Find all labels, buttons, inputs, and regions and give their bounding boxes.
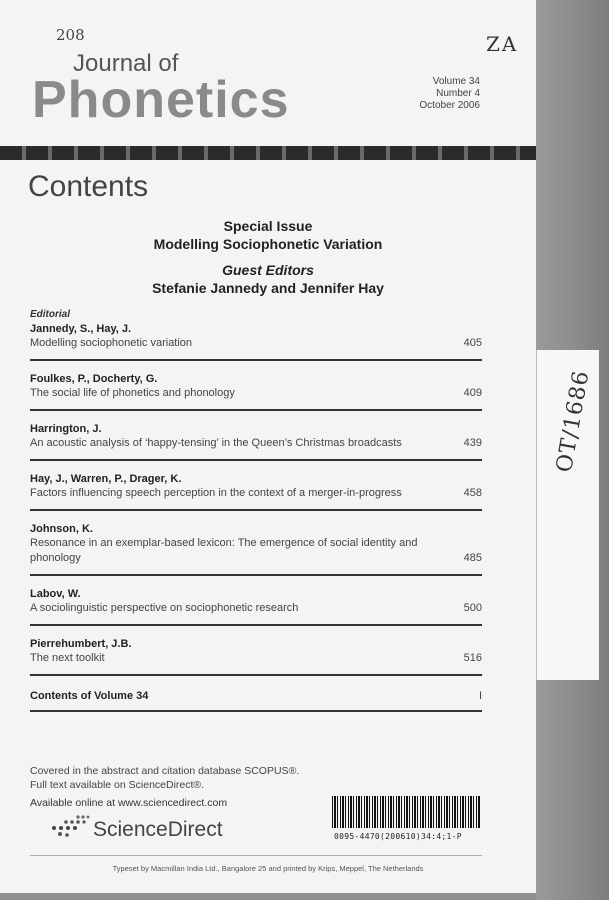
- toc-authors: Foulkes, P., Docherty, G.: [30, 373, 158, 385]
- date-label: October 2006: [419, 100, 480, 111]
- special-issue-theme: Modelling Sociophonetic Variation: [153, 236, 383, 252]
- toc-section-label: Editorial: [30, 309, 71, 320]
- toc-authors: Pierrehumbert, J.B.: [30, 638, 132, 650]
- toc-article-title: A sociolinguistic perspective on sociophonetic research: [30, 602, 299, 614]
- issue-info: [396, 76, 480, 112]
- toc-page-number: 516: [463, 652, 482, 664]
- table-of-contents: [30, 309, 482, 724]
- toc-page-number: 439: [463, 437, 482, 449]
- toc-authors: Jannedy, S., Hay, J.: [30, 323, 132, 335]
- toc-entry: [30, 588, 482, 626]
- toc-authors: Hay, J., Warren, P., Drager, K.: [30, 473, 182, 485]
- toc-entry: [30, 523, 482, 576]
- toc-article-title: The social life of phonetics and phonology: [30, 387, 235, 399]
- toc-entry: [30, 373, 482, 411]
- number-label: Number 4: [436, 88, 480, 99]
- toc-page-number: 409: [463, 387, 482, 399]
- contents-heading: Contents: [28, 170, 149, 203]
- toc-page-number: 458: [463, 487, 482, 499]
- toc-volume-contents: Contents of Volume 34: [30, 690, 149, 702]
- footer-divider: [30, 855, 482, 856]
- sciencedirect-dots-icon: [48, 814, 90, 840]
- toc-entry: [30, 688, 482, 712]
- toc-entry: [30, 423, 482, 461]
- volume-label: Volume 34: [432, 76, 480, 87]
- journal-of-label: Journal of: [73, 50, 179, 77]
- toc-page-number: I: [478, 690, 482, 702]
- spine-handwritten-label: OT/1686: [552, 368, 595, 475]
- handwritten-note-top-left: 208: [56, 26, 85, 44]
- toc-article-title: Factors influencing speech perception in the context of a merger-in-progress: [30, 487, 402, 499]
- toc-entry: [30, 309, 482, 361]
- header-band: [0, 146, 536, 160]
- guest-editors-label: Guest Editors: [222, 262, 314, 278]
- toc-entry: [30, 473, 482, 511]
- available-online-note: Available online at www.sciencedirect.com: [30, 797, 228, 809]
- typeset-credit: Typeset by Macmillan India Ltd., Bangalore 25 and printed by Krips, Meppel, The Netherlands: [112, 864, 424, 873]
- barcode: [332, 796, 480, 828]
- toc-authors: Harrington, J.: [30, 423, 102, 435]
- toc-article-title: Resonance in an exemplar-based lexicon: The emergence of social identity and phonology: [30, 537, 418, 564]
- barcode-number: 0095-4470(200610)34:4;1-P: [334, 832, 462, 841]
- toc-article-title: Modelling sociophonetic variation: [30, 337, 193, 349]
- toc-page-number: 405: [463, 337, 482, 349]
- special-issue-label: Special Issue: [223, 218, 313, 234]
- toc-page-number: 485: [463, 552, 482, 564]
- toc-page-number: 500: [463, 602, 482, 614]
- toc-authors: Labov, W.: [30, 588, 81, 600]
- sciencedirect-logo: ScienceDirect: [93, 818, 223, 841]
- toc-article-title: The next toolkit: [30, 652, 105, 664]
- guest-editors-names: Stefanie Jannedy and Jennifer Hay: [152, 280, 384, 296]
- journal-title: Phonetics: [32, 71, 290, 129]
- toc-entry: [30, 638, 482, 676]
- toc-article-title: An acoustic analysis of ‘happy-tensing’ in the Queen’s Christmas broadcasts: [30, 437, 402, 449]
- toc-authors: Johnson, K.: [30, 523, 93, 535]
- handwritten-note-top-right: ZA: [486, 32, 519, 56]
- coverage-note: Covered in the abstract and citation database SCOPUS®. Full text available on ScienceDirect®.: [30, 765, 300, 791]
